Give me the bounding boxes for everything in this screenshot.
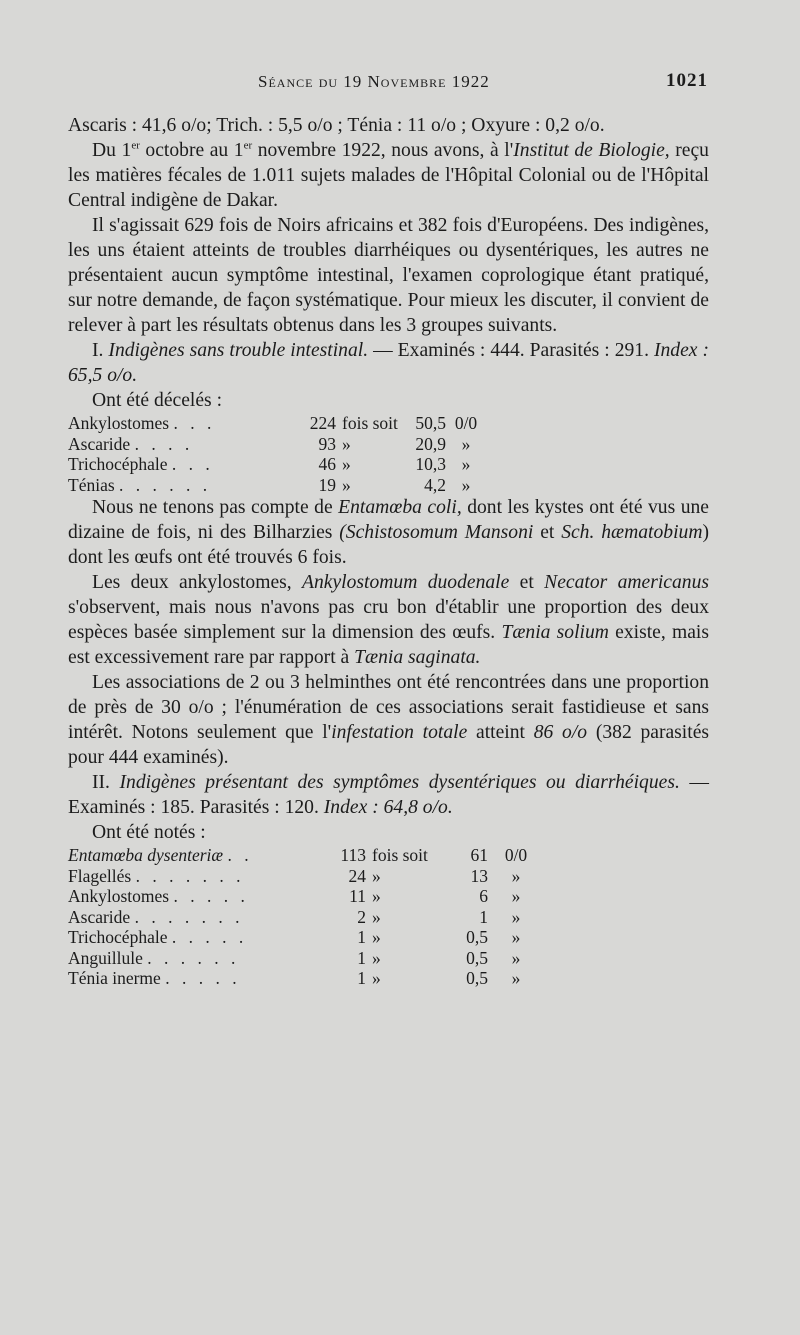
parasite-name: Ténia inerme	[68, 968, 161, 988]
italic-run: Index : 65,5 o/o.	[68, 340, 710, 386]
parasite-name: Ascaride	[68, 433, 131, 454]
table-cell-name	[68, 968, 330, 989]
table-cell-unit: »	[372, 865, 381, 886]
parasite-name: Trichocéphale	[68, 927, 168, 947]
text-run: Du 1	[92, 140, 132, 161]
table-cell-unit: »	[342, 474, 351, 495]
table-cell-percent: 0,5	[466, 927, 488, 947]
leader-dots: . . . . .	[171, 927, 248, 947]
italic-run: 86 o/o	[533, 722, 588, 743]
table-row	[68, 948, 544, 969]
table-cell-unit: »	[342, 433, 351, 454]
body-text	[68, 113, 709, 989]
text-run: I.	[92, 340, 109, 361]
table-row	[68, 475, 486, 496]
table-cell-name	[68, 886, 330, 907]
paragraph-noted-label: Ont été notés :	[92, 822, 206, 843]
table-cell-percent: 0,5	[466, 968, 488, 988]
parasite-name: Ankylostomes	[68, 413, 170, 433]
table-cell-percent-unit: »	[511, 865, 521, 886]
italic-run: Entamœba coli,	[338, 497, 462, 518]
parasite-name: Ténias	[68, 474, 115, 495]
italic-run: infestation totale	[331, 722, 468, 743]
table-cell-count: 1	[357, 947, 366, 968]
table-cell-unit: fois soit	[342, 413, 398, 433]
table-cell-percent-unit: »	[511, 927, 521, 947]
italic-run: Tænia saginata.	[354, 647, 481, 668]
table-row	[68, 886, 544, 907]
table-cell-percent-unit: »	[461, 433, 471, 454]
table-cell-percent-unit: »	[461, 454, 471, 474]
italic-run: Institut de Biologie,	[513, 140, 670, 161]
paragraph-associations	[68, 670, 709, 770]
paragraph-percentages: Ascaris : 41,6 o/o; Trich. : 5,5 o/o ; Ténia : 11 o/o ; Oxyure : 0,2 o/o.	[68, 115, 605, 136]
table-cell-percent: 61	[470, 845, 488, 865]
text-run: dont les kystes ont été vus une dizaine de fois, ni des Bilharzies	[68, 497, 709, 543]
leader-dots: . . .	[173, 413, 216, 433]
table-cell-percent: 13	[470, 865, 488, 886]
table-cell-percent: 20,9	[415, 433, 446, 454]
text-run: ) dont les œufs ont été trouvés 6 fois.	[68, 522, 709, 568]
italic-run: Tænia solium	[501, 622, 609, 643]
table-cell-percent-unit: 0/0	[454, 413, 478, 433]
table-cell-count: 224	[309, 413, 336, 433]
table-cell-unit: »	[372, 947, 381, 968]
table-cell-percent: 1	[479, 906, 488, 927]
table-cell-count: 24	[348, 865, 366, 886]
leader-dots: . . . .	[134, 433, 194, 454]
table-cell-count: 19	[318, 474, 336, 495]
text-run: Les associations de 2 ou 3 helminthes ont été rencontrées dans une proportion de près de 30 o/o ; l'énumération de ces associations serait fastidieuse et sans intérêt. Notons seulement que l'	[68, 672, 709, 743]
text-run: Les deux ankylostomes,	[92, 572, 303, 593]
leader-dots: . . .	[171, 454, 214, 474]
superscript: er	[131, 139, 140, 152]
table-cell-name	[68, 454, 268, 475]
table-row	[68, 434, 486, 455]
table-cell-unit: »	[372, 927, 381, 947]
table-cell-name	[68, 475, 268, 496]
table-row	[68, 454, 486, 475]
parasite-name: Flagellés	[68, 865, 132, 886]
leader-dots: . . . . .	[165, 968, 241, 988]
table-cell-name	[68, 866, 330, 887]
text-run: — Examinés : 444. Parasités : 291.	[368, 340, 654, 361]
table-cell-unit: »	[372, 968, 381, 988]
paragraph-ankylostomes	[68, 570, 709, 670]
table-cell-count: 46	[318, 454, 336, 474]
table-cell-name	[68, 845, 330, 866]
superscript: er	[243, 139, 253, 152]
table-row	[68, 907, 544, 928]
table-row	[68, 927, 544, 948]
running-head	[0, 68, 800, 98]
parasite-name: Ascaride	[68, 906, 131, 927]
leader-dots: . . . . .	[173, 886, 249, 906]
text-run: reçu les matières fécales de 1.011 sujets malades de l'Hôpital Colonial ou de l'Hôpital Central indigène de Dakar.	[68, 140, 709, 211]
table-cell-name	[68, 948, 330, 969]
paragraph-exclusions	[68, 495, 709, 570]
text-run: II.	[92, 772, 120, 793]
table-row	[68, 413, 486, 434]
table-cell-percent-unit: 0/0	[504, 845, 528, 865]
text-run: et	[509, 572, 545, 593]
table-cell-percent-unit: »	[511, 906, 521, 927]
italic-run: Index : 64,8 o/o.	[323, 797, 453, 818]
parasite-name: Trichocéphale	[68, 454, 168, 474]
italic-run: Sch. hæmatobium	[561, 522, 703, 543]
leader-dots: . . . . . . .	[134, 906, 244, 927]
table-cell-count: 2	[357, 906, 366, 927]
table-cell-name	[68, 907, 330, 928]
table-cell-count: 113	[340, 845, 366, 865]
table-cell-name	[68, 413, 268, 434]
italic-run: (Schistosomum Mansoni	[339, 522, 534, 543]
italic-run: Necator americanus	[544, 572, 709, 593]
text-run: — Examinés : 185. Parasités : 120.	[68, 772, 709, 818]
table-cell-count: 93	[318, 433, 336, 454]
paragraph-group-one	[68, 338, 709, 388]
text-run: novembre 1922, nous avons, à l'	[252, 140, 514, 161]
table-row	[68, 968, 544, 989]
parasite-table-group-two	[68, 845, 544, 989]
table-cell-unit: fois soit	[372, 845, 428, 865]
table-cell-percent: 6	[479, 886, 488, 906]
table-row	[68, 866, 544, 887]
paragraph-found-label: Ont été décelés :	[92, 390, 223, 411]
parasite-name: Entamœba dysenteriæ	[68, 845, 224, 865]
text-run: (382 parasités pour 444 examinés).	[68, 722, 710, 768]
table-cell-unit: »	[342, 454, 351, 474]
table-cell-count: 1	[357, 968, 366, 988]
table-cell-percent: 4,2	[424, 474, 446, 495]
table-cell-percent-unit: »	[511, 968, 521, 988]
text-run: atteint	[467, 722, 534, 743]
table-cell-count: 1	[357, 927, 366, 947]
parasite-name: Anguillule	[68, 947, 143, 968]
text-run: octobre au 1	[139, 140, 244, 161]
table-cell-percent-unit: »	[511, 886, 521, 906]
table-cell-unit: »	[372, 886, 381, 906]
parasite-table-group-one	[68, 413, 486, 495]
leader-dots: . . . . . . .	[135, 865, 245, 886]
table-cell-percent: 0,5	[466, 947, 488, 968]
table-cell-name	[68, 927, 330, 948]
table-cell-percent-unit: »	[511, 947, 521, 968]
table-row	[68, 845, 544, 866]
leader-dots: . .	[227, 845, 253, 865]
running-title: Séance du 19 Novembre 1922	[258, 72, 490, 91]
table-cell-count: 11	[349, 886, 366, 906]
italic-run: Ankylostomum duodenale	[302, 572, 510, 593]
text-run: s'observent, mais nous n'avons pas cru bon d'établir une proportion des deux espèces basée simplement sur la dimension des œufs.	[68, 597, 709, 643]
table-cell-percent-unit: »	[461, 474, 471, 495]
text-run: existe, mais est excessivement rare par rapport à	[68, 622, 710, 668]
italic-run: Indigènes sans trouble intestinal.	[108, 340, 369, 361]
leader-dots: . . . . . .	[147, 947, 240, 968]
table-cell-percent: 10,3	[415, 454, 446, 474]
text-run: Nous ne tenons pas compte de	[92, 497, 339, 518]
paragraph-intro	[68, 138, 709, 213]
paragraph-populations: Il s'agissait 629 fois de Noirs africains et 382 fois d'Européens. Des indigènes, les uns étaient atteints de troubles diarrhéiques ou dysentériques, les autres ne présentaient aucun symptôme intestinal, l'examen coprologique étant pratiqué, sur notre demande, de façon systématique. Pour mieux les discuter, il convient de relever à part les résultats obtenus dans les 3 groupes suivants.	[68, 215, 709, 336]
paragraph-group-two	[68, 770, 709, 820]
leader-dots: . . . . . .	[119, 474, 212, 495]
italic-run: Indigènes présentant des symptômes dysentériques ou diarrhéiques.	[119, 772, 680, 793]
page-number: 1021	[666, 70, 708, 91]
parasite-name: Ankylostomes	[68, 886, 170, 906]
table-cell-percent: 50,5	[415, 413, 446, 433]
table-cell-unit: »	[372, 906, 381, 927]
text-run: et	[533, 522, 562, 543]
table-cell-name	[68, 434, 268, 455]
